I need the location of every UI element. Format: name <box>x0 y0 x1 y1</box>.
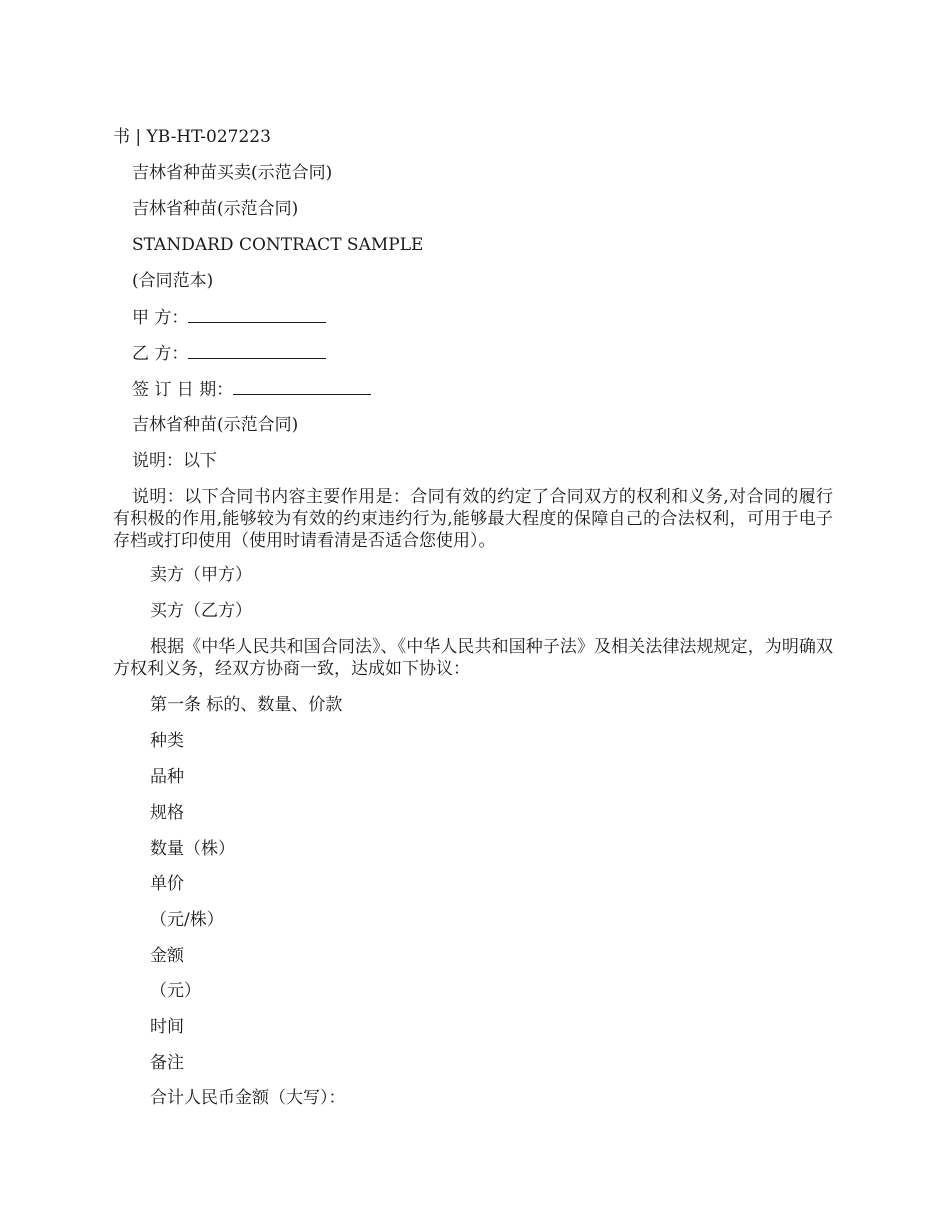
template-label: (合同范本) <box>132 271 214 291</box>
party-a-label: 甲 方： <box>132 308 189 328</box>
field-remarks: 备注 <box>150 1053 184 1073</box>
seller-label: 卖方（甲方） <box>150 565 252 585</box>
field-amount: 金额 <box>150 946 184 966</box>
sign-date-line <box>132 378 371 401</box>
field-spec: 规格 <box>150 803 184 823</box>
sign-date-label: 签 订 日 期： <box>132 380 234 400</box>
article1-title: 第一条 标的、数量、价款 <box>150 695 343 715</box>
field-time: 时间 <box>150 1017 184 1037</box>
party-b-blank <box>188 342 326 359</box>
party-a-line <box>132 306 326 329</box>
field-variety: 品种 <box>150 767 184 787</box>
field-category: 种类 <box>150 731 184 751</box>
party-a-blank <box>188 306 326 323</box>
english-title: STANDARD CONTRACT SAMPLE <box>132 235 424 255</box>
total-amount-label: 合计人民币金额（大写）： <box>150 1088 346 1108</box>
doc-code-header: 书 | YB-HT-027223 <box>113 127 271 147</box>
basis-paragraph: 根据《中华人民共和国合同法》、《中华人民共和国种子法》及相关法律法规规定，为明确双方权利义务，经双方协商一致，达成如下协议： <box>113 637 833 679</box>
cover-title-full: 吉林省种苗买卖(示范合同) <box>132 163 333 183</box>
buyer-label: 买方（乙方） <box>150 601 252 621</box>
sign-date-blank <box>233 378 371 395</box>
field-unit-price-unit: （元/株） <box>150 910 224 930</box>
note-short: 说明：以下 <box>132 451 217 471</box>
cover-title-repeat: 吉林省种苗(示范合同) <box>132 415 299 435</box>
party-b-line <box>132 342 326 365</box>
party-b-label: 乙 方： <box>132 344 189 364</box>
note-paragraph: 说明：以下合同书内容主要作用是：合同有效的约定了合同双方的权利和义务,对合同的履行有积极的作用,能够较为有效的约束违约行为,能够最大程度的保障自己的合法权利，可用于电子存档或打印使用（使用时请看清是否适合您使用）。 <box>113 487 833 551</box>
field-quantity: 数量（株） <box>150 839 235 859</box>
field-unit-price: 单价 <box>150 874 184 894</box>
field-amount-unit: （元） <box>150 981 201 1001</box>
cover-title-short: 吉林省种苗(示范合同) <box>132 199 299 219</box>
